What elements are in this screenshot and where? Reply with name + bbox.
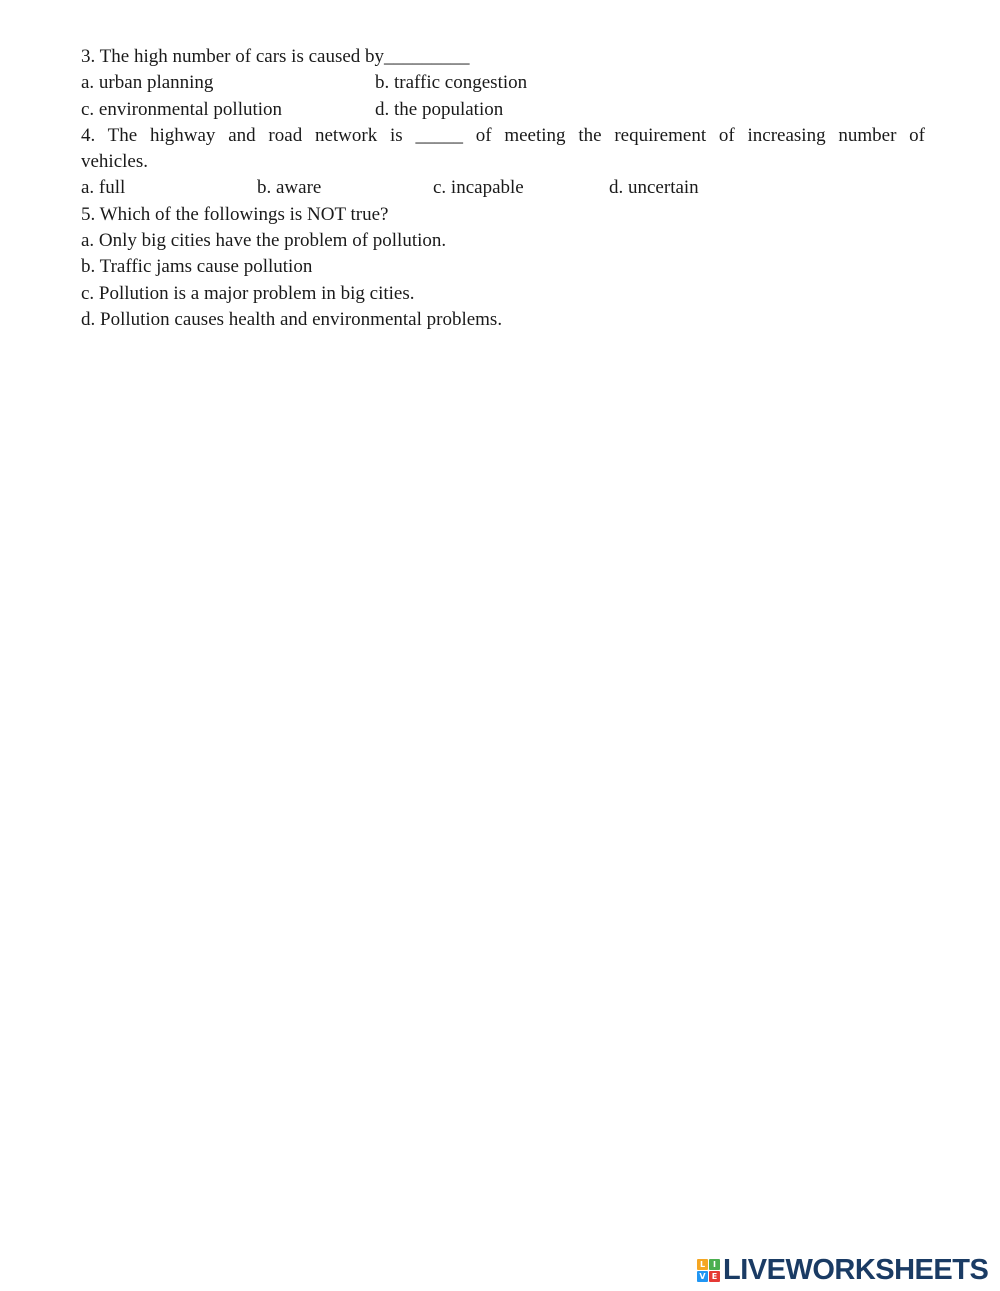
option-d[interactable]: d. Pollution causes health and environmental problems. — [81, 308, 503, 330]
question-stem-line-1: 4. The highway and road network is _____ of meeting the requirement of increasing number of — [81, 124, 925, 146]
answer-options-row-1 — [81, 70, 925, 96]
question-stem: 5. Which of the followings is NOT true? — [81, 203, 389, 225]
option-c[interactable]: c. incapable — [433, 177, 524, 199]
question-stem-line-2: vehicles. — [81, 151, 149, 173]
brand-wordmark: LIVEWORKSHEETS — [723, 1253, 989, 1286]
option-c[interactable]: c. environmental pollution — [81, 98, 283, 120]
answer-options-row — [81, 175, 925, 201]
liveworksheets-branding — [697, 1254, 988, 1286]
liveworksheets-logo-icon — [697, 1259, 720, 1282]
question-3 — [81, 44, 925, 123]
option-b[interactable]: b. aware — [257, 177, 322, 199]
logo-letter-e: E — [709, 1271, 720, 1282]
question-4 — [81, 123, 925, 202]
option-d[interactable]: d. uncertain — [609, 177, 699, 199]
question-stem: 3. The high number of cars is caused by_________ — [81, 46, 470, 67]
answer-options-row-2 — [81, 97, 925, 123]
option-a[interactable]: a. urban planning — [81, 72, 214, 94]
question-5 — [81, 202, 925, 333]
worksheet-content — [81, 44, 925, 333]
option-b[interactable]: b. traffic congestion — [375, 72, 528, 94]
option-b[interactable]: b. Traffic jams cause pollution — [81, 256, 313, 278]
option-a[interactable]: a. Only big cities have the problem of pollution. — [81, 230, 447, 252]
option-c[interactable]: c. Pollution is a major problem in big cities. — [81, 282, 415, 304]
option-d[interactable]: d. the population — [375, 98, 504, 120]
logo-letter-i: I — [709, 1259, 720, 1270]
logo-letter-v: V — [697, 1271, 708, 1282]
logo-letter-l: L — [697, 1259, 708, 1270]
option-a[interactable]: a. full — [81, 177, 126, 199]
